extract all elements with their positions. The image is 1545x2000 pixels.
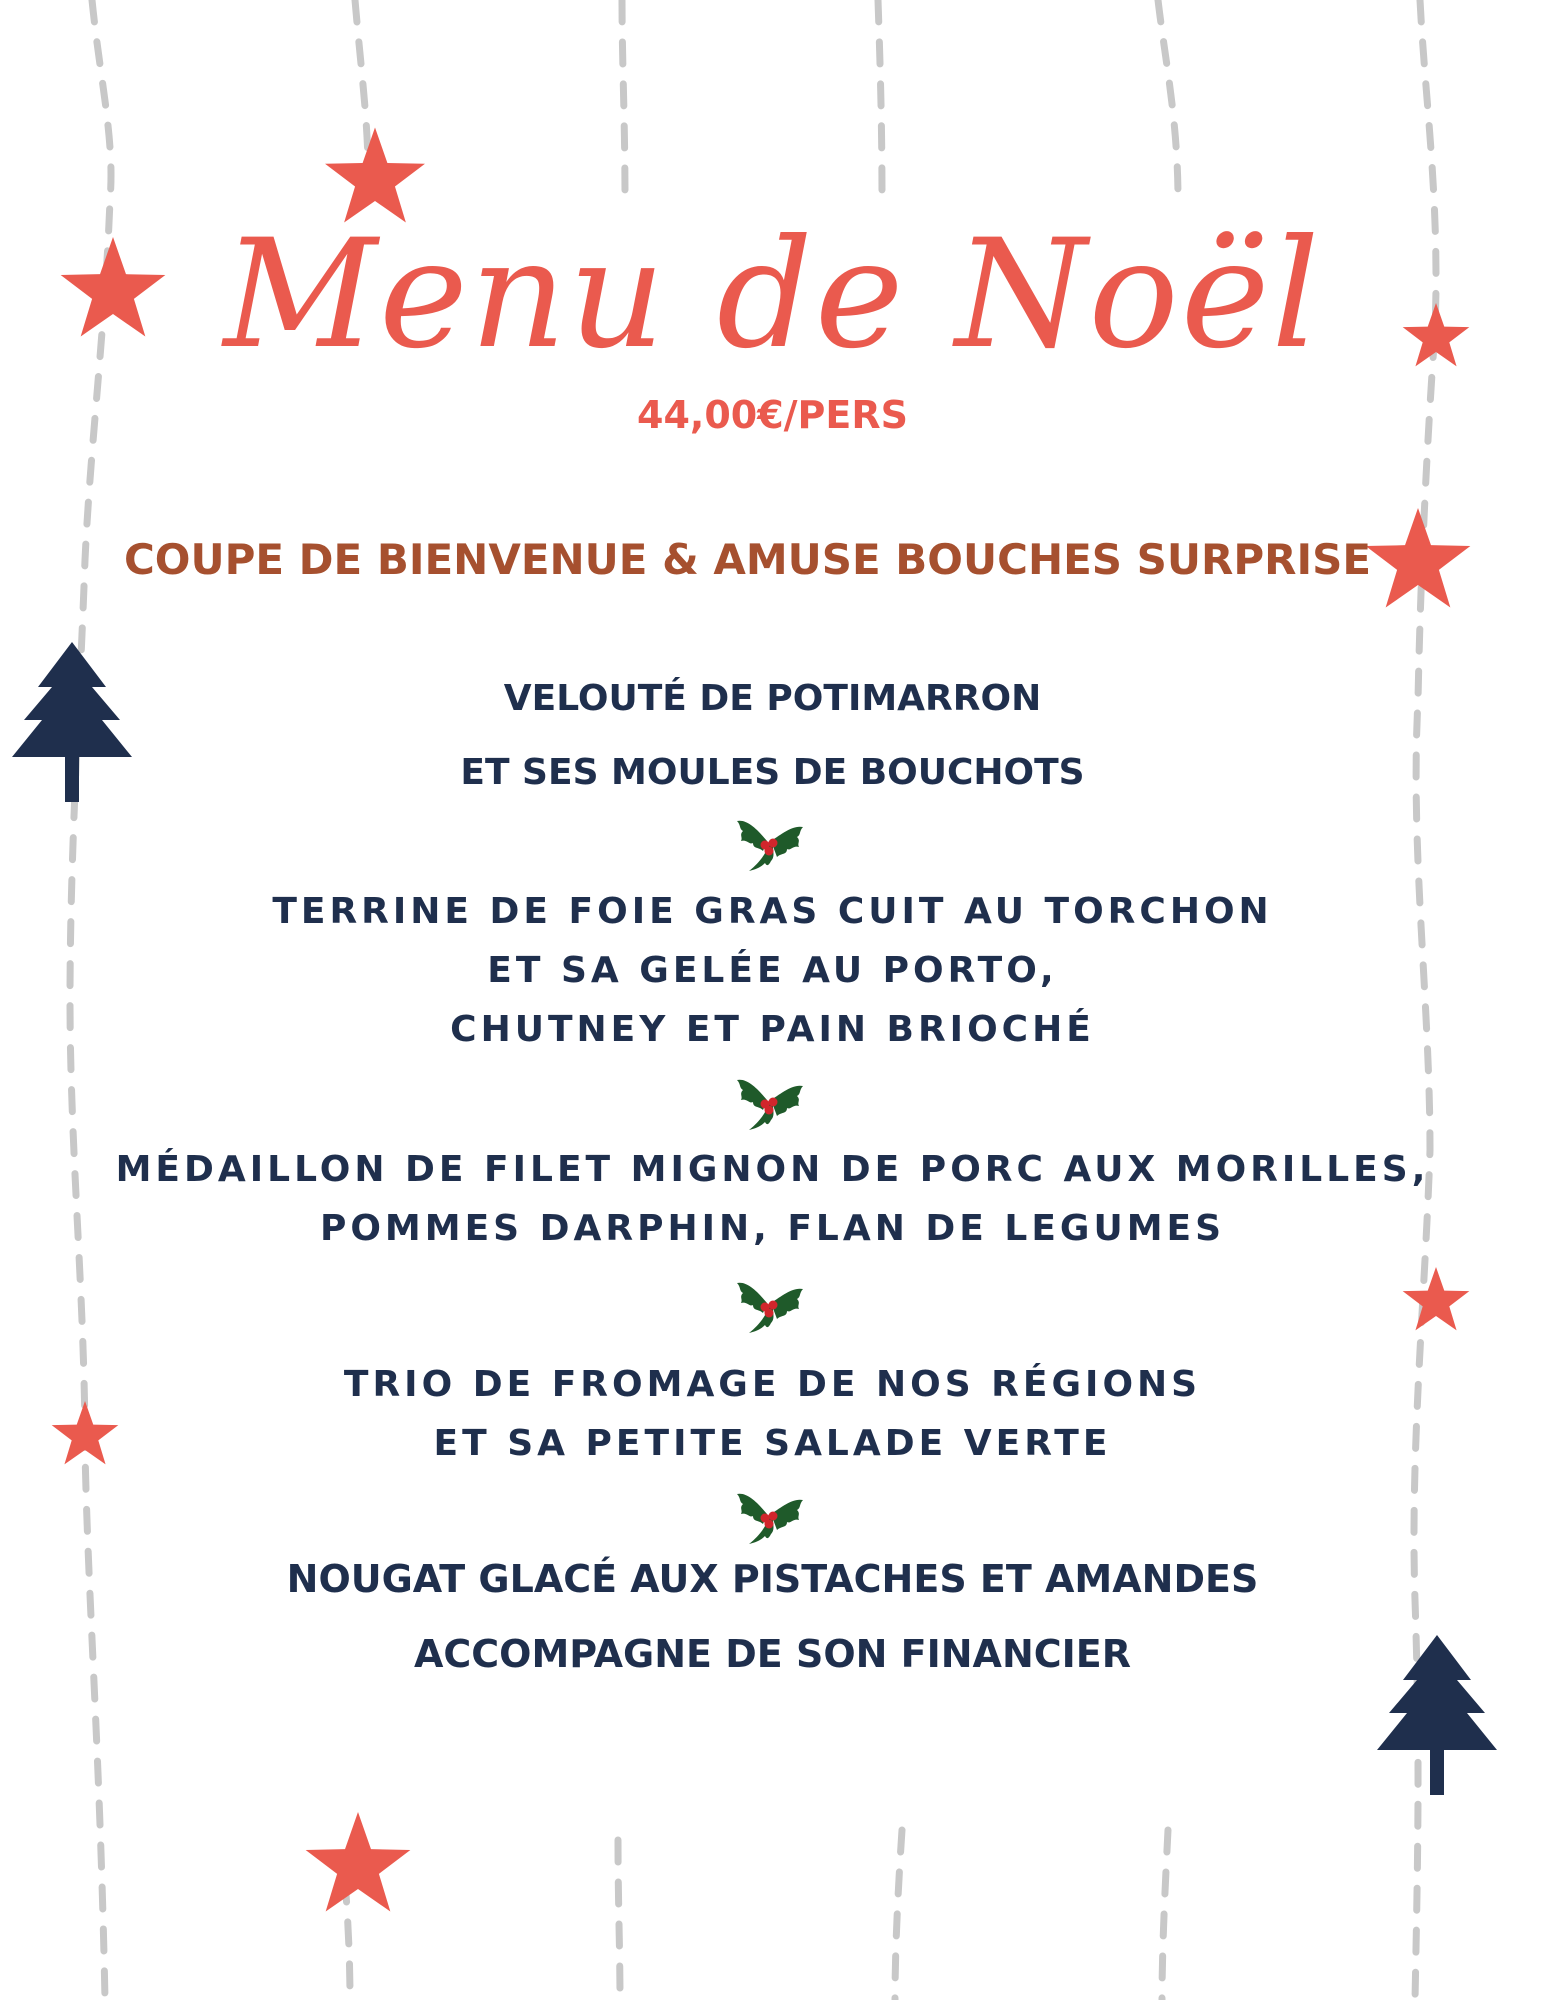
holly-icon — [735, 1484, 805, 1546]
welcome-course: COUPE DE BIENVENUE & AMUSE BOUCHES SURPRISE — [123, 535, 1372, 584]
course-5-line-2: ACCOMPAGNE DE SON FINANCIER — [413, 1632, 1132, 1676]
menu-title: Menu de Noël — [223, 208, 1322, 382]
course-1-line-1: VELOUTÉ DE POTIMARRON — [503, 678, 1042, 719]
holly-icon — [735, 1070, 805, 1132]
holly-icon — [735, 811, 805, 873]
course-3-line-2: POMMES DARPHIN, FLAN DE LEGUMES — [319, 1208, 1226, 1249]
garland-line — [1158, 0, 1178, 200]
garland-line — [622, 0, 625, 200]
garland-line — [355, 0, 368, 170]
course-2-line-2: ET SA GELÉE AU PORTO, — [487, 950, 1058, 991]
garland-line — [345, 1880, 350, 2000]
garland-line — [1162, 1830, 1168, 2000]
course-5-line-1: NOUGAT GLACÉ AUX PISTACHES ET AMANDES — [286, 1557, 1259, 1601]
garland-line — [895, 1830, 902, 2000]
course-1-line-2: ET SES MOULES DE BOUCHOTS — [460, 752, 1085, 793]
garland-line — [878, 0, 882, 200]
star-icon — [306, 1812, 411, 1912]
course-2-line-1: TERRINE DE FOIE GRAS CUIT AU TORCHON — [272, 891, 1273, 932]
holly-icon — [735, 1273, 805, 1335]
course-4-line-2: ET SA PETITE SALADE VERTE — [433, 1423, 1112, 1464]
star-icon — [1403, 1267, 1470, 1330]
course-4-line-1: TRIO DE FROMAGE DE NOS RÉGIONS — [343, 1364, 1202, 1405]
garland-line — [618, 1840, 620, 2000]
course-3-line-1: MÉDAILLON DE FILET MIGNON DE PORC AUX MORILLES, — [115, 1149, 1430, 1190]
course-2-line-3: CHUTNEY ET PAIN BRIOCHÉ — [450, 1009, 1095, 1050]
menu-price: 44,00€/PERS — [637, 393, 908, 437]
